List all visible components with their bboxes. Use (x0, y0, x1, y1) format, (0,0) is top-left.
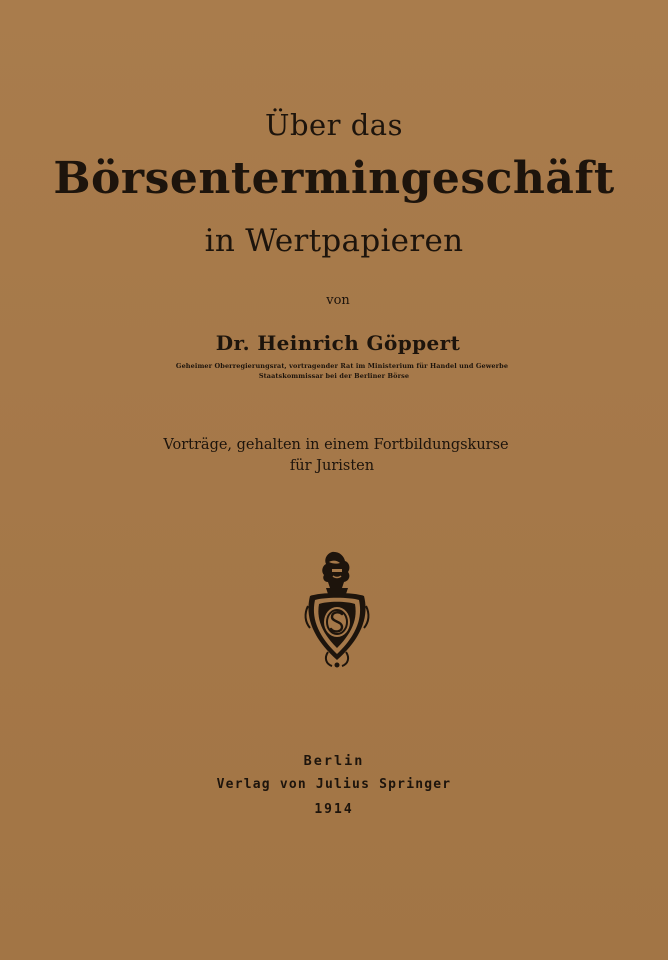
author-affiliation-line-2: Staatskommissar bei der Berliner Börse (258, 372, 410, 380)
publisher-city: Berlin (303, 753, 365, 769)
title-line-1: Über das (265, 108, 403, 142)
author-affiliation-line-1: Geheimer Oberregierungsrat, vortragender Rat im Ministerium für Handel und Gewerbe (175, 362, 509, 370)
lecture-note-line-2: für Juristen (289, 458, 375, 474)
springer-knight-logo-icon (302, 548, 372, 670)
publisher-name: Verlag von Julius Springer (216, 777, 452, 792)
title-line-3: in Wertpapieren (204, 223, 464, 259)
by-label: von (326, 293, 350, 308)
author-name: Dr. Heinrich Göppert (215, 331, 461, 355)
lecture-note-line-1: Vorträge, gehalten in einem Fortbildungskurse (163, 437, 509, 453)
publication-year: 1914 (314, 802, 354, 817)
book-title: Börsentermingeschäft (53, 153, 615, 204)
